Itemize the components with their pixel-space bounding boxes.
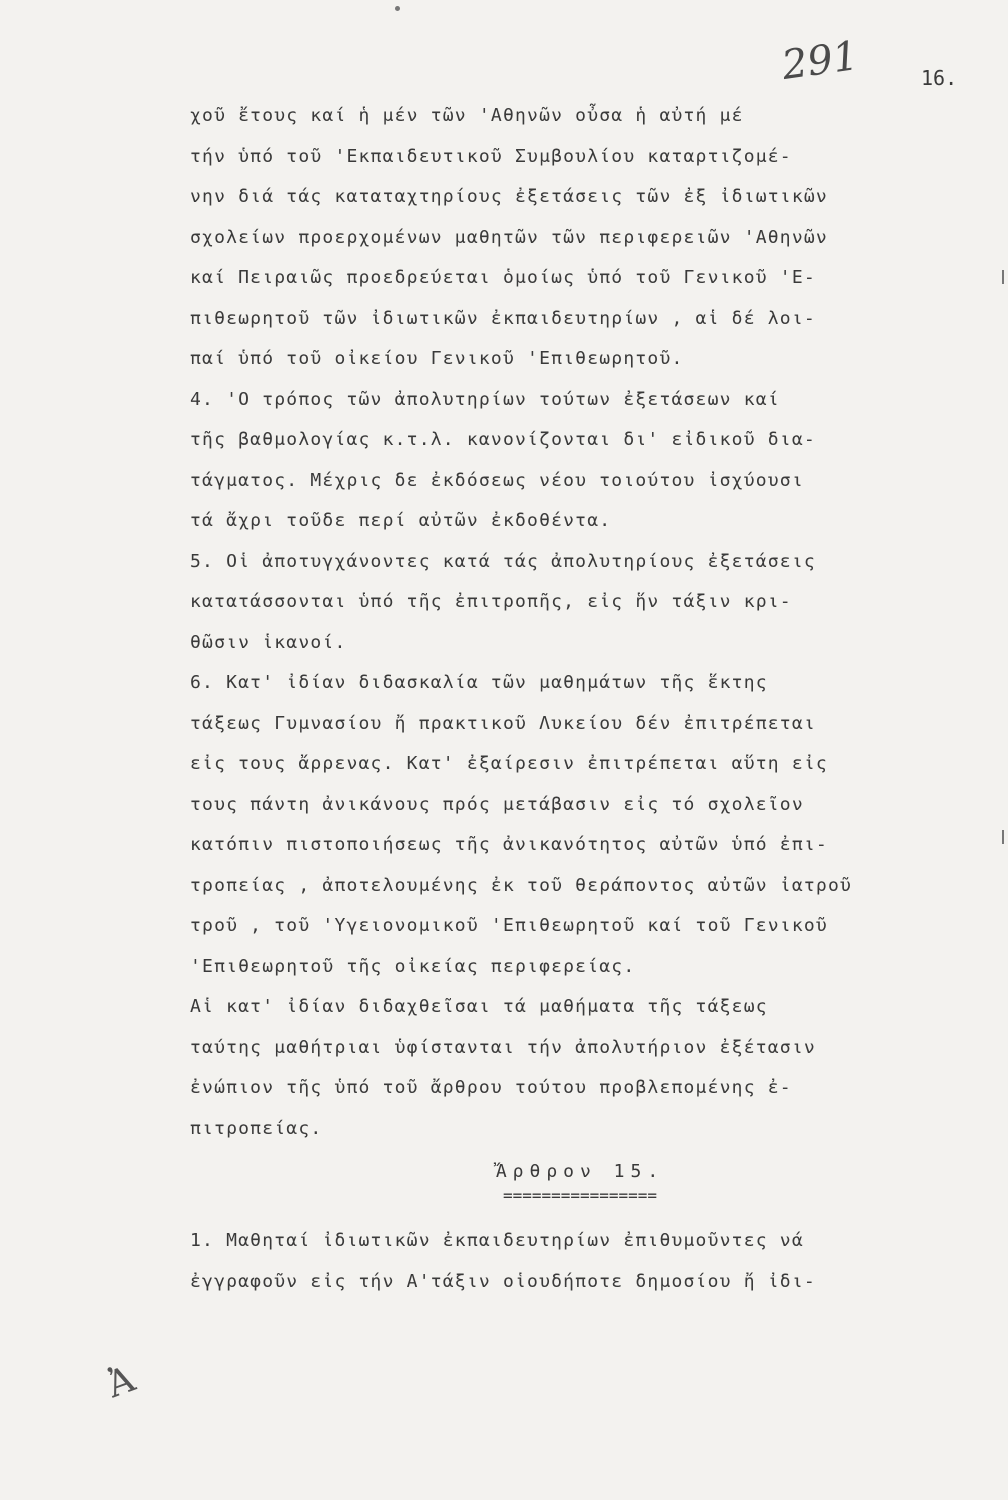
text-line: θῶσιν ἱκανοί. (190, 631, 347, 653)
text-line: ἐγγραφοῦν εἰς τήν Α'τάξιν οἱουδήποτε δημοσίου ἤ ἰδι- (190, 1270, 816, 1292)
text-line: τάγματος. Μέχρις δε ἐκδόσεως νέου τοιούτου ἰσχύουσι (190, 469, 804, 491)
text-line: 'Επιθεωρητοῦ τῆς οἰκείας περιφερείας. (190, 955, 636, 977)
text-line: τά ἄχρι τοῦδε περί αὐτῶν ἐκδοθέντα. (190, 510, 612, 531)
text-line: 4. 'Ο τρόπος τῶν ἀπολυτηρίων τούτων ἐξετάσεων καί (190, 388, 780, 410)
text-line: τῆς βαθμολογίας κ.τ.λ. κανονίζονται δι' εἰδικοῦ δια- (190, 429, 816, 450)
body-text (190, 96, 970, 1302)
typed-page-number: 16. (921, 66, 958, 90)
text-line: καί Πειραιῶς προεδρεύεται ὁμοίως ὑπό τοῦ Γενικοῦ 'Ε- (190, 267, 816, 288)
handwritten-margin-mark: Ἀ (101, 1358, 141, 1407)
text-line: τάξεως Γυμνασίου ἤ πρακτικοῦ Λυκείου δέν ἐπιτρέπεται (190, 712, 816, 734)
text-line: ταύτης μαθήτριαι ὑφίστανται τήν ἀπολυτήριον ἐξέτασιν (190, 1036, 816, 1058)
text-line: πιθεωρητοῦ τῶν ἰδιωτικῶν ἐκπαιδευτηρίων , αἱ δέ λοι- (190, 307, 816, 329)
text-line: Αἱ κατ' ἰδίαν διδαχθεῖσαι τά μαθήματα τῆς τάξεως (190, 996, 768, 1017)
edge-mark (1002, 830, 1004, 844)
text-line: 5. Οἱ ἀποτυγχάνοντες κατά τάς ἀπολυτηρίους ἐξετάσεις (190, 550, 816, 572)
text-line: τους πάντη ἀνικάνους πρός μετάβασιν εἰς τό σχολεῖον (190, 793, 804, 815)
text-line: τήν ὑπό τοῦ 'Εκπαιδευτικοῦ Συμβουλίου καταρτιζομέ- (190, 145, 792, 167)
edge-mark (1002, 270, 1004, 284)
text-line: πιτροπείας. (190, 1117, 323, 1139)
text-line: 6. Κατ' ἰδίαν διδασκαλία τῶν μαθημάτων τῆς ἕκτης (190, 672, 768, 693)
text-line: τροπείας , ἀποτελουμένης ἐκ τοῦ θεράποντος αὐτῶν ἰατροῦ (190, 874, 853, 896)
text-line: κατόπιν πιστοποιήσεως τῆς ἀνικανότητος αὐτῶν ὑπό ἐπι- (190, 834, 828, 855)
text-line: παί ὑπό τοῦ οἰκείου Γενικοῦ 'Επιθεωρητοῦ. (190, 348, 684, 369)
paper-speck (395, 6, 400, 11)
text-line: κατατάσσονται ὑπό τῆς ἐπιτροπῆς, εἰς ἥν τάξιν κρι- (190, 591, 792, 612)
text-line: χοῦ ἔτους καί ἡ μέν τῶν 'Αθηνῶν οὖσα ἡ αὐτή μέ (190, 105, 744, 126)
text-line: νην διά τάς καταταχτηρίους ἐξετάσεις τῶν ἐξ ἰδιωτικῶν (190, 186, 828, 207)
text-line: σχολείων προερχομένων μαθητῶν τῶν περιφερειῶν 'Αθηνῶν (190, 226, 828, 248)
article-underline: ================ (502, 1186, 658, 1205)
article-title: Ἄρθρον 15. (495, 1161, 665, 1182)
text-line: τροῦ , τοῦ 'Υγειονομικοῦ 'Επιθεωρητοῦ καί τοῦ Γενικοῦ (190, 915, 828, 936)
text-line: 1. Μαθηταί ἰδιωτικῶν ἐκπαιδευτηρίων ἐπιθυμοῦντες νά (190, 1230, 804, 1251)
text-line: ἐνώπιον τῆς ὑπό τοῦ ἄρθρου τούτου προβλεπομένης ἐ- (190, 1077, 792, 1098)
text-line: εἰς τους ἄρρενας. Κατ' ἐξαίρεσιν ἐπιτρέπεται αὕτη εἰς (190, 753, 828, 774)
handwritten-page-number: 291 (779, 32, 862, 90)
